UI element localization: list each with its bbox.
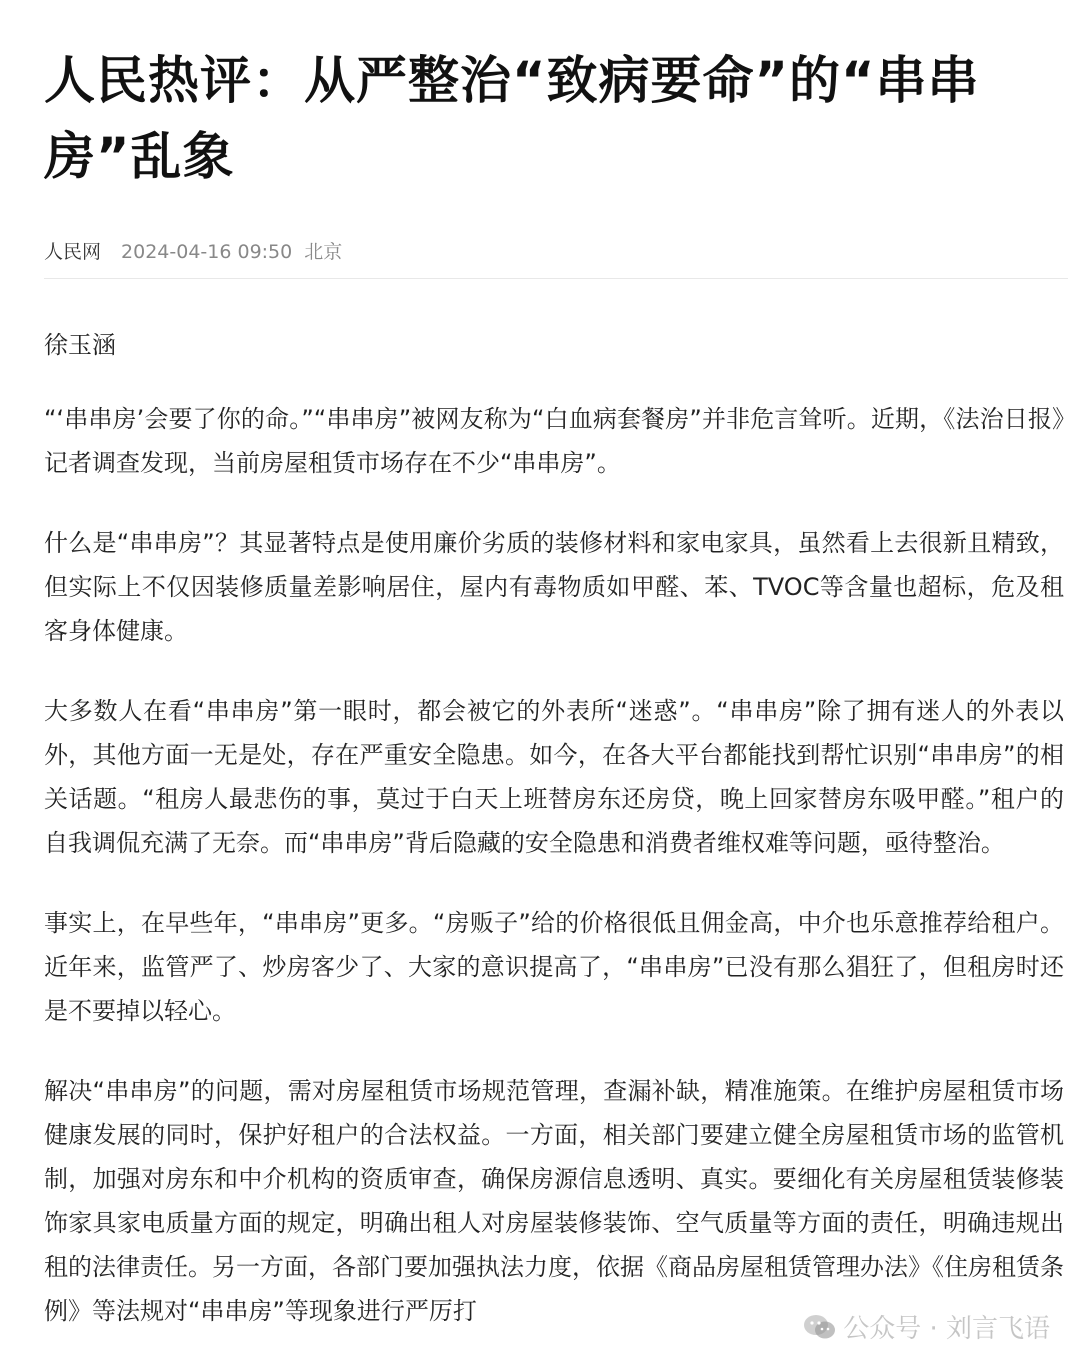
paragraph: 大多数人在看“串串房”第一眼时，都会被它的外表所“迷惑”。“串串房”除了拥有迷人的外表以外，其他方面一无是处，存在严重安全隐患。如今，在各大平台都能找到帮忙识别“串串房”的相关话题。“租房人最悲伤的事，莫过于白天上班替房东还房贷，晚上回家替房东吸甲醛。”租户的自我调侃充满了无奈。而“串串房”背后隐藏的安全隐患和消费者维权难等问题，亟待整治。 <box>44 697 1064 857</box>
article <box>44 44 1068 1369</box>
article-body <box>44 397 1068 1333</box>
paragraph: 什么是“串串房”？其显著特点是使用廉价劣质的装修材料和家电家具，虽然看上去很新且精致，但实际上不仅因装修质量差影响居住，屋内有毒物质如甲醛、苯、TVOC等含量也超标，危及租客身体健康。 <box>44 529 1064 645</box>
meta-divider <box>44 278 1068 279</box>
wechat-icon <box>803 1313 837 1341</box>
publish-datetime: 2024-04-16 09:50 <box>121 241 293 263</box>
paragraph: “‘串串房’会要了你的命。”“串串房”被网友称为“白血病套餐房”并非危言耸听。近期，《法治日报》记者调查发现，当前房屋租赁市场存在不少“串串房”。 <box>44 405 1064 477</box>
paragraph: 事实上，在早些年，“串串房”更多。“房贩子”给的价格很低且佣金高，中介也乐意推荐给租户。近年来，监管严了、炒房客少了、大家的意识提高了，“串串房”已没有那么猖狂了，但租房时还是不要掉以轻心。 <box>44 909 1064 1025</box>
source-link[interactable]: 人民网 <box>44 241 102 263</box>
article-meta <box>44 236 1068 268</box>
watermark <box>803 1308 1050 1345</box>
watermark-text: 公众号 · 刘言飞语 <box>843 1314 1050 1344</box>
article-title: 人民热评：从严整治“致病要命”的“串串房”乱象 <box>44 52 980 187</box>
paragraph: 解决“串串房”的问题，需对房屋租赁市场规范管理，查漏补缺，精准施策。在维护房屋租赁市场健康发展的同时，保护好租户的合法权益。一方面，相关部门要建立健全房屋租赁市场的监管机制，加强对房东和中介机构的资质审查，确保房源信息透明、真实。要细化有关房屋租赁装修装饰家具家电质量方面的规定，明确出租人对房屋装修装饰、空气质量等方面的责任，明确违规出租的法律责任。另一方面，各部门要加强执法力度，依据《商品房屋租赁管理办法》《住房租赁条例》等法规对“串串房”等现象进行严厉打 <box>44 1077 1064 1325</box>
author-name: 徐玉涵 <box>44 331 116 359</box>
publish-location: 北京 <box>304 241 343 263</box>
